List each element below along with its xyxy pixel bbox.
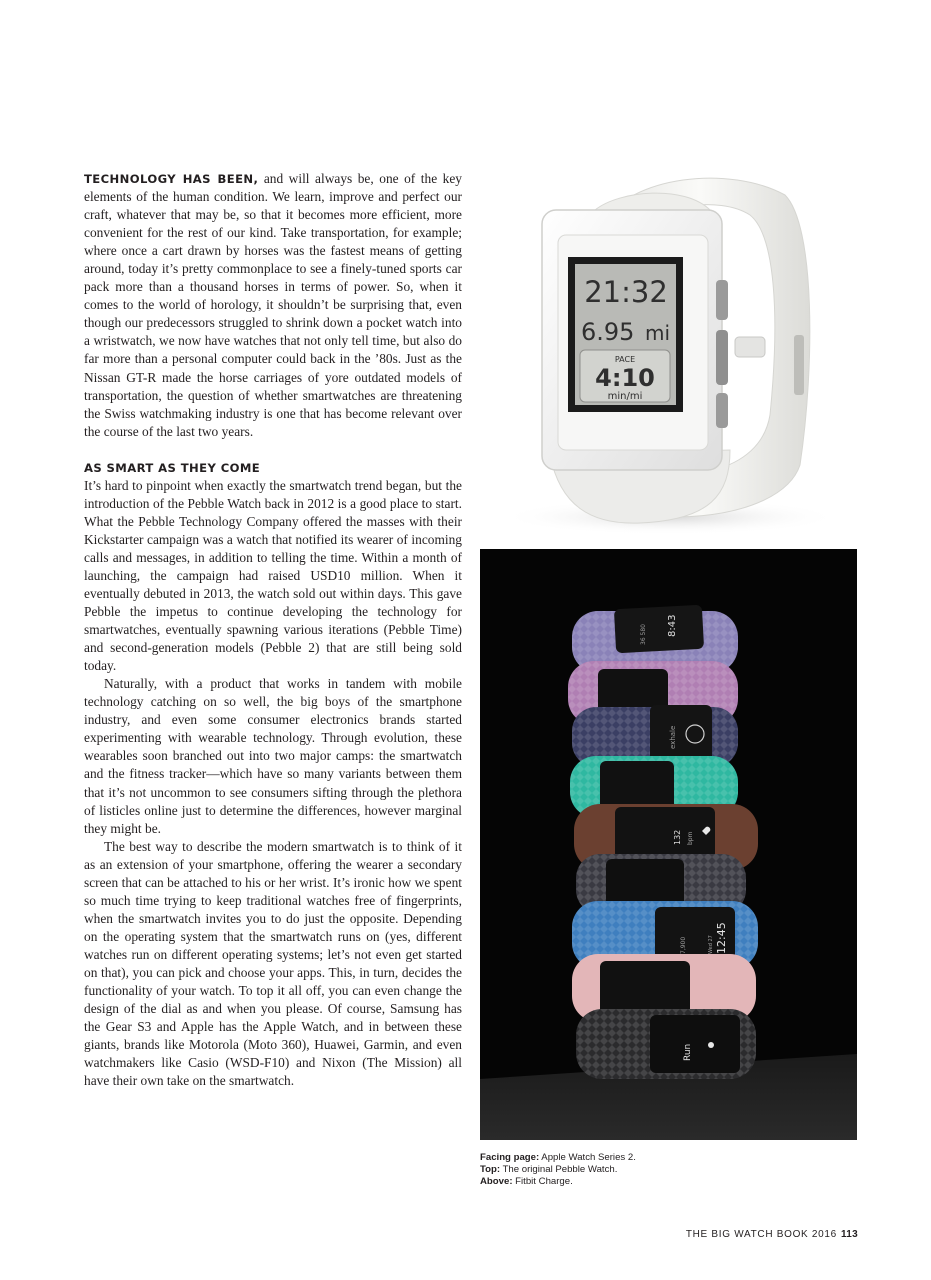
lcd-pace-label: PACE bbox=[614, 355, 636, 364]
band1-screen-steps: 36 580 bbox=[640, 624, 647, 645]
page-number: 113 bbox=[840, 1229, 858, 1240]
lcd-distance-unit: mi bbox=[645, 321, 671, 345]
band3-screen-text: exhale bbox=[669, 725, 677, 749]
body-paragraph-3: The best way to describe the modern smartwatch is to think of it as an extension of your smartphone, offering the wearer a secondary screen that can be attached to his or her wrist. It’s ironic how we spent so much time trying to keep traditional watches free of fingerprints, when the smartwatch invites you to do just the opposite. Depending on the operating system that the smartwatch runs on (yes, different watches run on different operating systems; let’s not even get started on that), you can pick and choose your apps. This, in turn, decides the functionality of your watch. To top it all off, you can even change the design of the dial as and when you please. Of course, Samsung has the Gear S3 and Apple has the Apple Watch, and in between these giants, brands like Motorola (Moto 360), Huawei, Garmin, and even watchmakers like Casio (WSD-F10) and Nixon (The Mission) all have their own take on the smartwatch. bbox=[84, 838, 462, 1089]
section-subheading: AS SMART AS THEY COME bbox=[84, 460, 261, 475]
intro-lead: TECHNOLOGY HAS BEEN, bbox=[84, 172, 259, 186]
side-button-bottom bbox=[716, 393, 728, 428]
band1-screen-time: 8:43 bbox=[667, 614, 678, 637]
publication-title: THE BIG WATCH BOOK 2016 bbox=[685, 1229, 837, 1240]
band9-screen-text: Run bbox=[683, 1043, 693, 1061]
strap-buckle bbox=[735, 337, 765, 357]
caption-facing-page: Facing page: Apple Watch Series 2. bbox=[480, 1152, 636, 1163]
lcd-time: 21:32 bbox=[584, 275, 668, 309]
strap-pin bbox=[794, 335, 804, 395]
band5-screen-hr: 132 bbox=[673, 829, 682, 845]
intro-text: and will always be, one of the key elements of the human condition. We learn, improve and perfect our craft, whatever that may be, so that it becomes more efficient, more convenient for the rest of our kind. Take transportation, for example; where once a cart drawn by horses was the fastest means of getting around, today it’s pretty commonplace to see a finely-tuned sports car pack more than a thousand horses in terms of power. So, when it comes to the world of horology, it shouldn’t be surprising that, even though our predecessors struggled to shrink down a pocket watch into a wristwatch, we now have watches that not only tell time, but also do far more than a personal computer could back in the ’80s. Just as the Nissan GT-R made the horse carriages of yore outdated models of transportation, the question of whether smartwatches are threatening the Swiss watchmaking industry is one that has become relevant over the course of the last two years. bbox=[84, 171, 462, 439]
body-paragraph-2: Naturally, with a product that works in tandem with mobile technology catching on so well, the big boys of the smartphone industry, and even some consumer electronics brands started experimenting with wearable technology. Through evolution, these wearables soon branched out into two major camps: the smartwatch and the fitness tracker—which have so many variants between them that it’s not uncommon to see consumers sifting through the plethora of listicles online just to determine the differences, however marginal they might be. bbox=[84, 676, 462, 836]
band7-screen-steps: 7,900 bbox=[680, 936, 687, 954]
band5-screen-label: bpm bbox=[687, 831, 694, 845]
article-body bbox=[84, 170, 462, 1090]
caption-top: Top: The original Pebble Watch. bbox=[480, 1164, 618, 1175]
page-folio bbox=[686, 1229, 858, 1240]
side-button-middle bbox=[716, 330, 728, 385]
fitbit-charge-photo bbox=[480, 549, 857, 1140]
band-9-black bbox=[576, 1009, 756, 1079]
pebble-watch-photo bbox=[480, 165, 858, 540]
band7-screen-time: 12:45 bbox=[715, 922, 728, 954]
lcd-pace-value: 4:10 bbox=[595, 364, 655, 392]
band7-screen-date: Wed 27 bbox=[708, 935, 714, 954]
body-paragraph-1: It’s hard to pinpoint when exactly the smartwatch trend began, but the introduction of the Pebble Watch back in 2012 is a good place to start. What the Pebble Technology Company offered the masses with their Kickstarter campaign was a watch that notified its wearer of incoming calls and messages, in addition to telling the time. Within a month of launching, the campaign had raised USD10 million. When it eventually debuted in 2013, the watch sold out within days. This gave Pebble the impetus to continue developing the technology for smartwatches, eventually spawning various iterations (Pebble Time) and second-generation models (Pebble 2) that are still being sold today. bbox=[84, 477, 462, 674]
photo-captions bbox=[480, 1152, 860, 1188]
caption-above: Above: Fitbit Charge. bbox=[480, 1176, 573, 1187]
lcd-pace-unit: min/mi bbox=[607, 391, 643, 402]
intro-paragraph bbox=[84, 170, 462, 441]
lcd-distance: 6.95 bbox=[581, 318, 635, 346]
side-button-top bbox=[716, 280, 728, 320]
